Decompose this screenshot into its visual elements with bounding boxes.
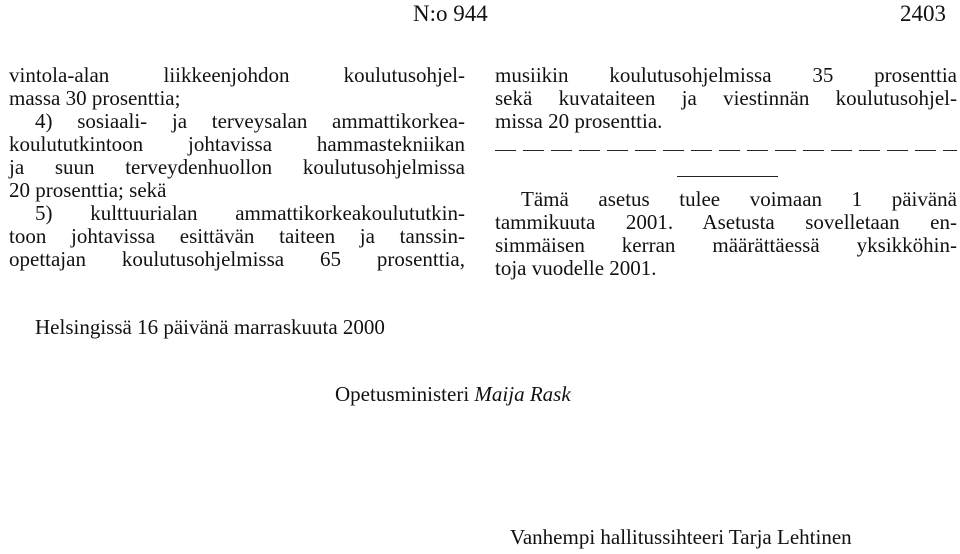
secretary-title: Vanhempi hallitussihteeri — [510, 525, 725, 549]
left-line: massa 30 prosenttia; — [9, 86, 181, 110]
right-column — [495, 64, 957, 133]
secretary-name: Tarja Lehtinen — [728, 525, 852, 549]
left-line: toon johtavissa esittävän taiteen ja tanssin- — [9, 224, 465, 248]
left-line: vintola-alan liikkeenjohdon koulutusohjel- — [9, 63, 465, 87]
left-column — [9, 64, 465, 271]
decree-number: N:o 944 — [413, 1, 488, 26]
short-rule — [677, 176, 778, 177]
minister-title: Opetusministeri — [335, 382, 470, 406]
right-column-effective-date — [495, 188, 957, 280]
minister-signature — [335, 382, 571, 406]
right-line: toja vuodelle 2001. — [495, 256, 657, 280]
right-line: Tämä asetus tulee voimaan 1 päivänä — [521, 187, 957, 211]
page-number: 2403 — [900, 1, 946, 26]
right-line: simmäisen kerran määrättäessä yksikköhin- — [495, 233, 957, 257]
place-and-date: Helsingissä 16 päivänä marraskuuta 2000 — [35, 315, 385, 339]
secretary-signature — [510, 525, 852, 549]
left-line: 20 prosenttia; sekä — [9, 178, 167, 202]
left-line: 5) kulttuurialan ammattikorkeakoulututkin- — [35, 201, 465, 225]
minister-name: Maija Rask — [474, 382, 571, 406]
left-line: opettajan koulutusohjelmissa 65 prosenttia, — [9, 247, 465, 271]
right-line: missa 20 prosenttia. — [495, 109, 663, 133]
left-line: 4) sosiaali- ja terveysalan ammattikorkea- — [35, 109, 465, 133]
left-line: koulututkintoon johtavissa hammastekniikan — [9, 132, 465, 156]
right-line: sekä kuvataiteen ja viestinnän koulutusohjel- — [495, 86, 957, 110]
right-line: tammikuuta 2001. Asetusta sovelletaan en- — [495, 210, 957, 234]
right-line: musiikin koulutusohjelmissa 35 prosenttia — [495, 63, 957, 87]
dashed-separator — [495, 150, 957, 151]
left-line: ja suun terveydenhuollon koulutusohjelmissa — [9, 155, 465, 179]
